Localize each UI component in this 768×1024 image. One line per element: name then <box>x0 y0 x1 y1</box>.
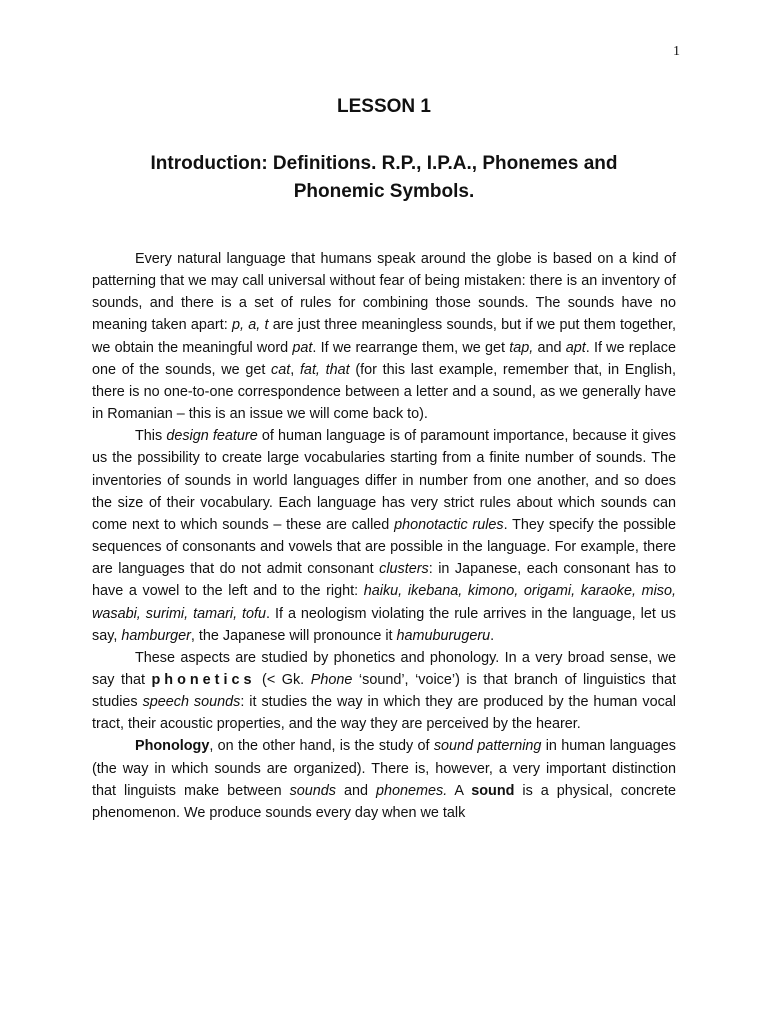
italic-text: hamuburugeru <box>396 627 491 644</box>
text-run: These aspects are studied by phonetics and phonology. In a very broad sense, we say that <box>92 649 676 688</box>
italic-text: phonotactic rules <box>394 516 504 533</box>
text-run: A <box>447 782 472 799</box>
main-title: Introduction: Definitions. R.P., I.P.A., Phonemes and Phonemic Symbols. <box>150 153 618 202</box>
bold-term-sound: sound <box>471 782 515 799</box>
text-run: (< Gk. <box>255 671 311 688</box>
italic-text: haiku, ikebana, kimono, origami, karaoke, miso, wasabi, surimi, tamari, tofu <box>92 583 676 622</box>
italic-text: design feature <box>166 428 258 445</box>
text-run: Every natural language that humans speak around the globe is based on a kind of patterning that we may call universal without fear of being mistaken: there is an inventory of sounds, and there is a set of rules for combining those sounds. The sounds have no meaning taken apart: <box>92 251 676 334</box>
text-run: ‘sound’, ‘voice’) is that branch of linguistics that studies <box>92 671 676 711</box>
text-run: . If a neologism violating the rule arrives in the language, let us say, <box>92 605 676 644</box>
text-run: . If we replace one of the sounds, we get <box>92 339 677 378</box>
text-run: and <box>533 339 566 356</box>
italic-text: sound patterning <box>433 738 542 755</box>
text-run: (for this last example, remember that, in English, there is no one-to-one correspondence between a letter and a sound, as we generally have in Romanian – this is an issue we will come back to). <box>92 361 676 423</box>
paragraph-4 <box>92 735 676 824</box>
paragraph-2 <box>92 425 676 647</box>
italic-text: apt <box>565 339 586 356</box>
italic-text: speech sounds <box>142 694 241 711</box>
italic-text: clusters <box>379 561 429 578</box>
bold-term-phonology: Phonology <box>135 738 210 755</box>
text-run: . If we rearrange them, we get <box>312 339 510 356</box>
text-run: , the Japanese will pronounce it <box>190 627 397 644</box>
text-run: of human language is of paramount importance, because it gives us the possibility to create large vocabularies starting from a finite number of sounds. The inventories of sounds in world languages differ in number from one another, and so does the size of their vocabulary. Each language has very strict rules about which sounds can come next to which sounds – these are called <box>92 428 676 533</box>
text-run: . They specify the possible sequences of consonants and vowels that are possible in the language. For example, there are languages that do not admit consonant <box>92 516 676 578</box>
italic-text: phonemes. <box>376 782 448 799</box>
text-run: are just three meaningless sounds, but if we put them together, we obtain the meaningful word <box>92 317 676 356</box>
paragraph-3 <box>92 647 676 736</box>
text-run: in human languages (the way in which sounds are organized). There is, however, a very important distinction that linguists make between <box>92 738 676 799</box>
text-run: is a physical, concrete phenomenon. We produce sounds every day when we talk <box>92 782 676 821</box>
page-number: 1 <box>673 44 680 59</box>
spaced-term-phonetics: phonetics <box>151 671 256 688</box>
italic-text: p, a, t <box>231 317 269 334</box>
body-text <box>92 248 676 824</box>
text-run: This <box>135 428 167 445</box>
text-run: : it studies the way in which they are produced by the human vocal tract, their acoustic properties, and the way they are perceived by the hearer. <box>92 694 676 733</box>
italic-text: hamburger <box>121 627 191 644</box>
italic-text: fat, that <box>299 361 350 378</box>
text-run: , <box>290 361 300 378</box>
text-run: . <box>490 627 495 644</box>
paragraph-1 <box>92 248 676 425</box>
italic-text: tap, <box>509 339 534 356</box>
italic-text: pat <box>292 339 313 356</box>
lesson-title: LESSON 1 <box>337 96 431 117</box>
text-run: and <box>336 782 377 799</box>
italic-text: cat <box>271 361 291 378</box>
italic-text: sounds <box>289 782 336 799</box>
text-run: , on the other hand, is the study of <box>209 738 434 755</box>
text-run: : in Japanese, each consonant has to have a vowel to the left and to the right: <box>92 561 676 600</box>
italic-text: Phone <box>310 671 353 688</box>
